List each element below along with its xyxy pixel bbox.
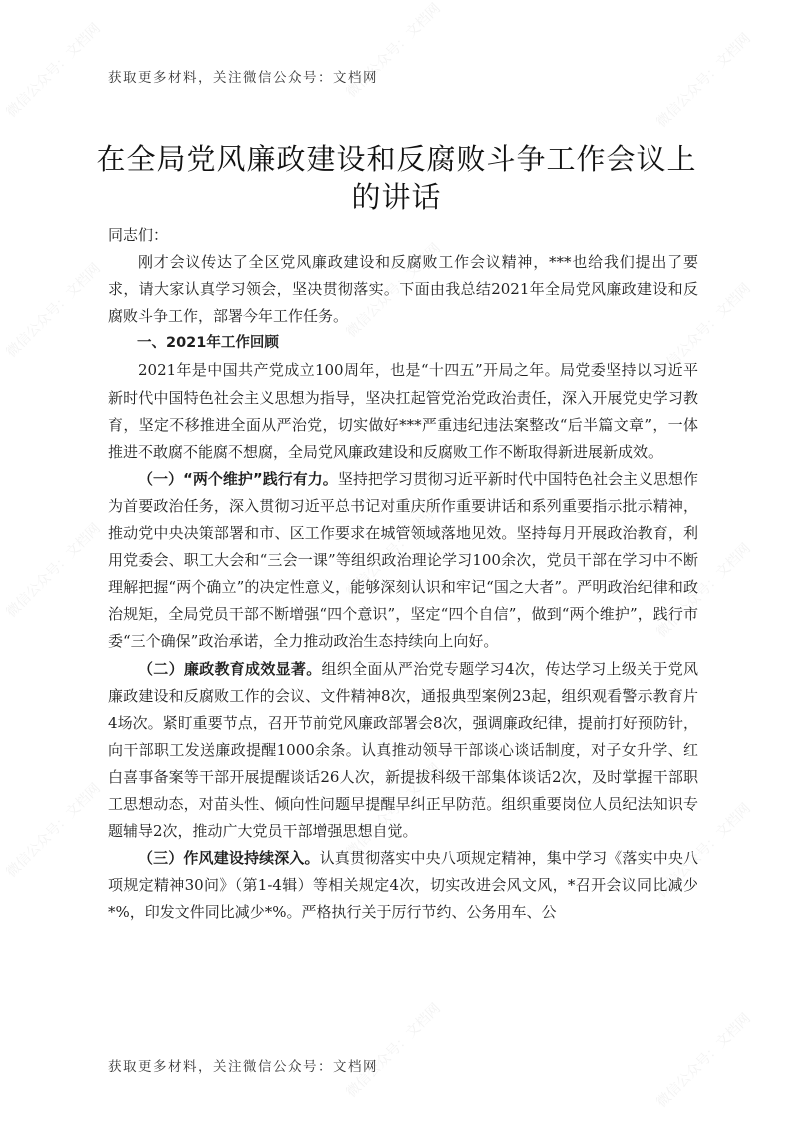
watermark: 微信公众号：文档网 — [343, 0, 444, 101]
watermark: 微信公众号：文档网 — [3, 520, 104, 621]
watermark: 微信公众号：文档网 — [343, 240, 444, 341]
item-text: 组织全面从严治党专题学习4次，传达学习上级关于党风廉政建设和反腐败工作的会议、文件精神8次，通报典型案例23起，组织观看警示教育片4场次。紧盯重要节点，召开节前党风廉政部署会8次，强调廉政纪律，提前打好预防针，向干部职工发送廉政提醒1000余条。认真推动领导干部谈心谈话制度，对子女升学、红白喜事备案等干部开展提醒谈话26人次，新提拔科级干部集体谈话2次，及时掌握干部职工思想动态，对苗头性、倾向性问题早提醒早纠正早防范。组织重要岗位人员纪法知识专题辅导2次，推动广大党员干部增强思想自觉。 — [108, 659, 698, 841]
title-line: 的讲话 — [351, 180, 442, 214]
item-text: 认真贯彻落实中央八项规定精神，集中学习《落实中央八项规定精神30问》（第1-4辑）等相关规定4次，切实改进会风文风，*召开会议同比减少*%，印发文件同比减少*%。严格执行关于厉行节约、公务用车、公 — [108, 849, 698, 922]
item-paragraph — [108, 845, 698, 926]
section-paragraph: 2021年是中国共产党成立100周年，也是“十四五”开局之年。局党委坚持以习近平新时代中国特色社会主义思想为指导，坚决扛起管党治党政治责任，深入开展党史学习教育，坚定不移推进全面从严治党，切实做好***严重违纪违法案整改“后半篇文章”，一体推进不敢腐不能腐不想腐，全局党风廉政建设和反腐败工作不断取得新进展新成效。 — [108, 361, 698, 461]
footer-note: 获取更多材料，关注微信公众号：文档网 — [108, 1059, 378, 1075]
watermark: 微信公众号：文档网 — [343, 1000, 444, 1101]
watermark: 微信公众号：文档网 — [343, 760, 444, 861]
watermark: 微信公众号：文档网 — [653, 30, 754, 131]
watermark: 微信公众号：文档网 — [653, 1010, 754, 1111]
item-lead: （二）廉政教育成效显著。 — [138, 659, 322, 678]
watermark: 微信公众号：文档网 — [653, 800, 754, 901]
watermark: 微信公众号：文档网 — [653, 540, 754, 641]
item-lead: （三）作风建设持续深入。 — [138, 849, 320, 868]
watermark: 微信公众号：文档网 — [3, 20, 104, 121]
item-lead: （一）“两个维护”践行有力。 — [138, 469, 338, 488]
section-heading: 一、2021年工作回顾 — [137, 335, 279, 352]
watermark: 微信公众号：文档网 — [3, 260, 104, 361]
watermark: 微信公众号：文档网 — [3, 780, 104, 881]
item-paragraph — [108, 656, 698, 846]
item-text: 坚持把学习贯彻习近平新时代中国特色社会主义思想作为首要政治任务，深入贯彻习近平总书记对重庆所作重要讲话和系列重要指示批示精神，推动党中央决策部署和市、区工作要求在城管领域落地见效。坚持每月开展政治教育，利用党委会、职工大会和“三会一课”等组织政治理论学习100余次，党员干部在学习中不断理解把握“两个确立”的决定性意义，能够深刻认识和牢记“国之大者”。严明政治纪律和政治规矩，全局党员干部不断增强“四个意识”，坚定“四个自信”，做到“两个维护”，践行市委“三个确保”政治承诺，全力推动政治生态持续向上向好。 — [108, 469, 698, 651]
document-body — [108, 222, 698, 926]
salutation: 同志们： — [108, 226, 169, 244]
watermark: 微信公众号：文档网 — [343, 500, 444, 601]
watermark: 微信公众号：文档网 — [653, 280, 754, 381]
header-note: 获取更多材料，关注微信公众号：文档网 — [108, 70, 378, 86]
document-title — [80, 140, 713, 216]
title-line: 在全局党风廉政建设和反腐败斗争工作会议上 — [96, 142, 697, 176]
item-paragraph — [108, 466, 698, 656]
intro-paragraph: 刚才会议传达了全区党风廉政建设和反腐败工作会议精神，***也给我们提出了要求，请大家认真学习领会，坚决贯彻落实。下面由我总结2021年全局党风廉政建设和反腐败斗争工作，部署今年工作任务。 — [108, 253, 698, 326]
